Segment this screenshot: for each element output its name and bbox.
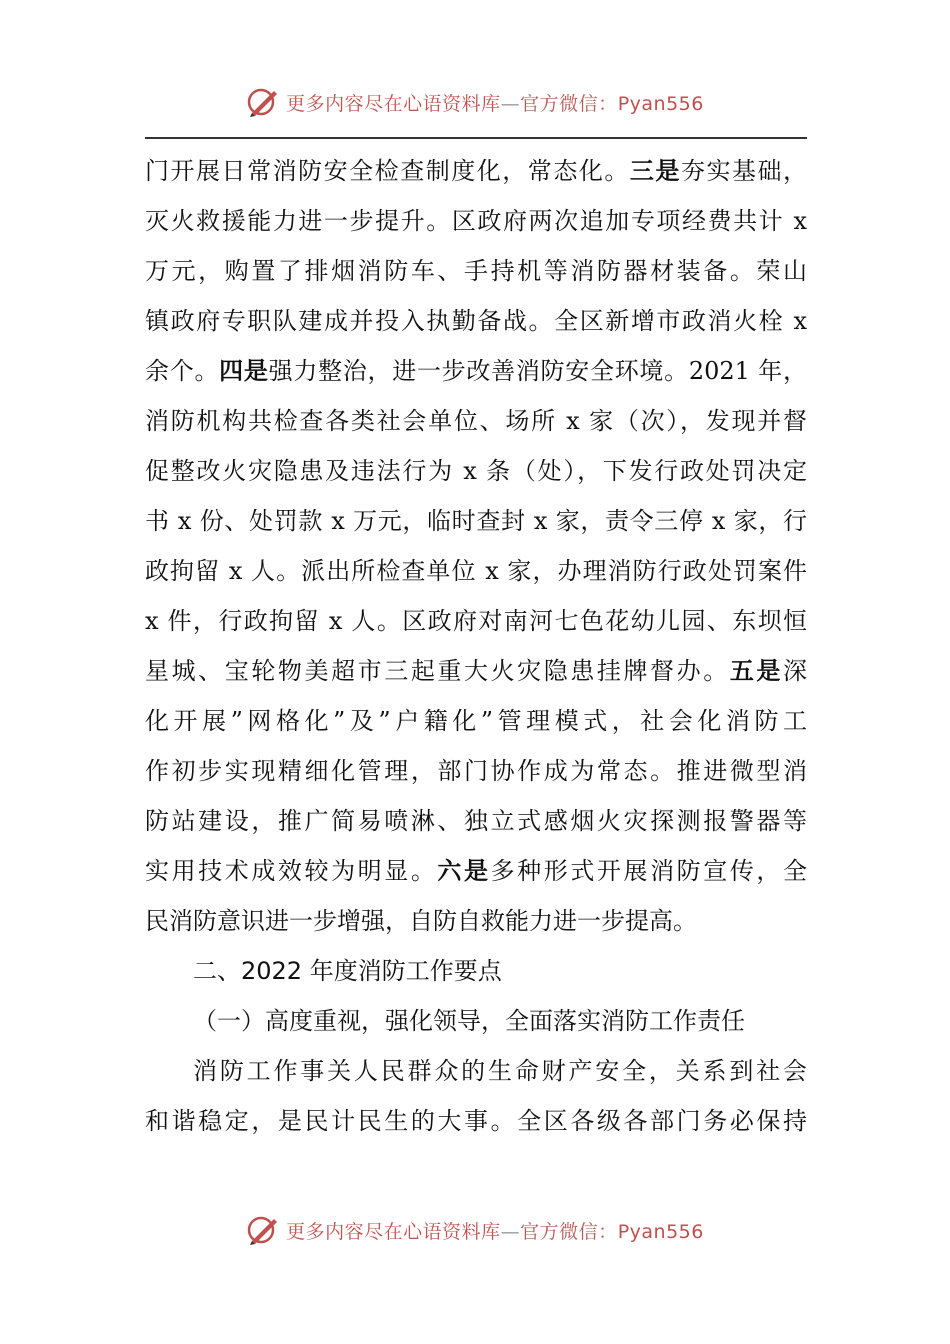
body-line: 和谐稳定，是民计民生的大事。全区各级各部门务必保持 [145,1107,807,1135]
body-line: 消防工作事关人民群众的生命财产安全，关系到社会 [193,1057,807,1085]
banner-lead: 更多内容尽在心语资料库 [286,92,501,115]
bold-marker: 五是 [729,657,784,685]
header-banner [0,82,950,122]
pen-logo-icon [246,1213,280,1247]
body-line: 民消防意识进一步增强，自防自救能力进一步提高。 [145,907,697,935]
body-line: 防站建设，推广简易喷淋、独立式感烟火灾探测报警器等 [145,807,807,835]
footer-banner [0,1210,950,1250]
banner-wechat-id: Pyan556 [617,92,704,115]
body-line: 万元，购置了排烟消防车、手持机等消防器材装备。荣山 [145,257,807,285]
body-line: 政拘留 x 人。派出所检查单位 x 家，办理消防行政处罚案件 [145,557,807,585]
body-line: 促整改火灾隐患及违法行为 x 条（处），下发行政处罚决定 [145,457,807,485]
subsection-heading: （一）高度重视，强化领导，全面落实消防工作责任 [193,1007,745,1035]
banner-label: 官方微信： [520,92,618,115]
body-line: 消防机构共检查各类社会单位、场所 x 家（次），发现并督 [145,407,807,435]
banner-dash: — [500,92,521,115]
body-line: 作初步实现精细化管理，部门协作成为常态。推进微型消 [145,757,807,785]
body-line: 实用技术成效较为明显。六是多种形式开展消防宣传，全 [145,857,807,885]
document-body [145,146,807,1146]
body-line: 余个。四是强力整治，进一步改善消防安全环境。2021 年， [145,357,807,385]
banner-lead: 更多内容尽在心语资料库 [286,1220,501,1243]
header-rule [145,137,807,139]
bold-marker: 三是 [629,157,681,185]
body-line: 星城、宝轮物美超市三起重大火灾隐患挂牌督办。五是深 [145,657,807,685]
body-line: x 件，行政拘留 x 人。区政府对南河七色花幼儿园、东坝恒 [145,607,807,635]
body-line: 门开展日常消防安全检查制度化，常态化。三是夯实基础， [145,157,807,185]
bold-marker: 六是 [437,857,491,885]
body-line: 灭火救援能力进一步提升。区政府两次追加专项经费共计 x [145,207,807,235]
bold-marker: 四是 [219,357,269,385]
body-line: 书 x 份、处罚款 x 万元，临时查封 x 家，责令三停 x 家，行 [145,507,807,535]
body-line: 镇政府专职队建成并投入执勤备战。全区新增市政消火栓 x [145,307,807,335]
banner-dash: — [500,1220,521,1243]
body-line: 化开展”网格化”及”户籍化”管理模式，社会化消防工 [145,707,807,735]
section-heading: 二、2022 年度消防工作要点 [193,957,502,985]
header-banner-text [286,89,704,116]
pen-logo-icon [246,85,280,119]
footer-banner-text [286,1217,704,1244]
banner-label: 官方微信： [520,1220,618,1243]
banner-wechat-id: Pyan556 [617,1220,704,1243]
